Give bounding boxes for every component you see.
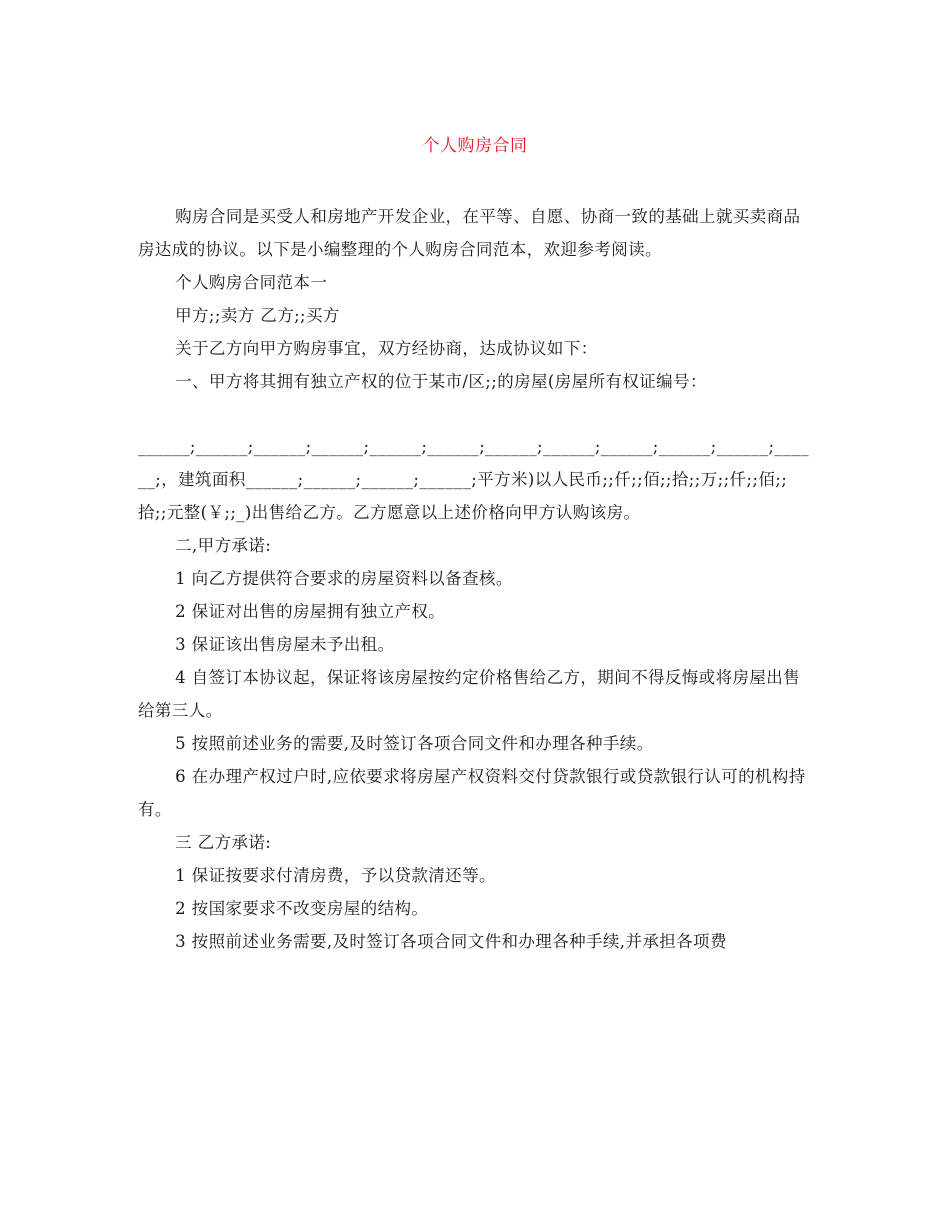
clause-2-heading: 二,甲方承诺: bbox=[175, 536, 272, 555]
clause-2-item-4: 4 自签订本协议起，保证将该房屋按约定价格售给乙方，期间不得反悔或将房屋出售给第三人。 bbox=[138, 668, 801, 720]
document-title: 个人购房合同 bbox=[422, 136, 528, 156]
clause-1-blanks: ______;______;______;______;______;______;______;______;______;______;______;______;，建筑面积______;______;______;______;平方米)以人民币;;仟;;佰;;拾;;万;;仟;;佰;;拾;;元整(￥;;_)出售给乙方。乙方愿意以上述价格向甲方认购该房。 bbox=[138, 437, 810, 522]
sample-heading: 个人购房合同范本一 bbox=[175, 273, 328, 292]
clause-3-item-1: 1 保证按要求付清房费，予以贷款清还等。 bbox=[175, 866, 496, 885]
agreement-intro: 关于乙方向甲方购房事宜，双方经协商，达成协议如下： bbox=[175, 339, 598, 358]
clause-3-item-3: 3 按照前述业务需要,及时签订各项合同文件和办理各种手续,并承担各项费 bbox=[175, 932, 727, 951]
clause-2-item-3: 3 保证该出售房屋未予出租。 bbox=[175, 635, 395, 654]
clause-3-item-2: 2 按国家要求不改变房屋的结构。 bbox=[175, 899, 429, 918]
clause-2-item-5: 5 按照前述业务的需要,及时签订各项合同文件和办理各种手续。 bbox=[175, 734, 654, 753]
clause-2-item-2: 2 保证对出售的房屋拥有独立产权。 bbox=[175, 602, 446, 621]
clause-2-item-6: 6 在办理产权过户时,应依要求将房屋产权资料交付贷款银行或贷款银行认可的机构持有。 bbox=[138, 767, 806, 819]
document-body bbox=[138, 200, 812, 958]
parties-line: 甲方;;卖方 乙方;;买方 bbox=[175, 306, 340, 325]
clause-1: 一、甲方将其拥有独立产权的位于某市/区;;的房屋(房屋所有权证编号： bbox=[175, 372, 707, 391]
intro-paragraph: 购房合同是买受人和房地产开发企业，在平等、自愿、协商一致的基础上就买卖商品房达成的协议。以下是小编整理的个人购房合同范本，欢迎参考阅读。 bbox=[138, 207, 801, 259]
clause-2-item-1: 1 向乙方提供符合要求的房屋资料以备查核。 bbox=[175, 569, 513, 588]
clause-3-heading: 三 乙方承诺: bbox=[175, 833, 272, 852]
